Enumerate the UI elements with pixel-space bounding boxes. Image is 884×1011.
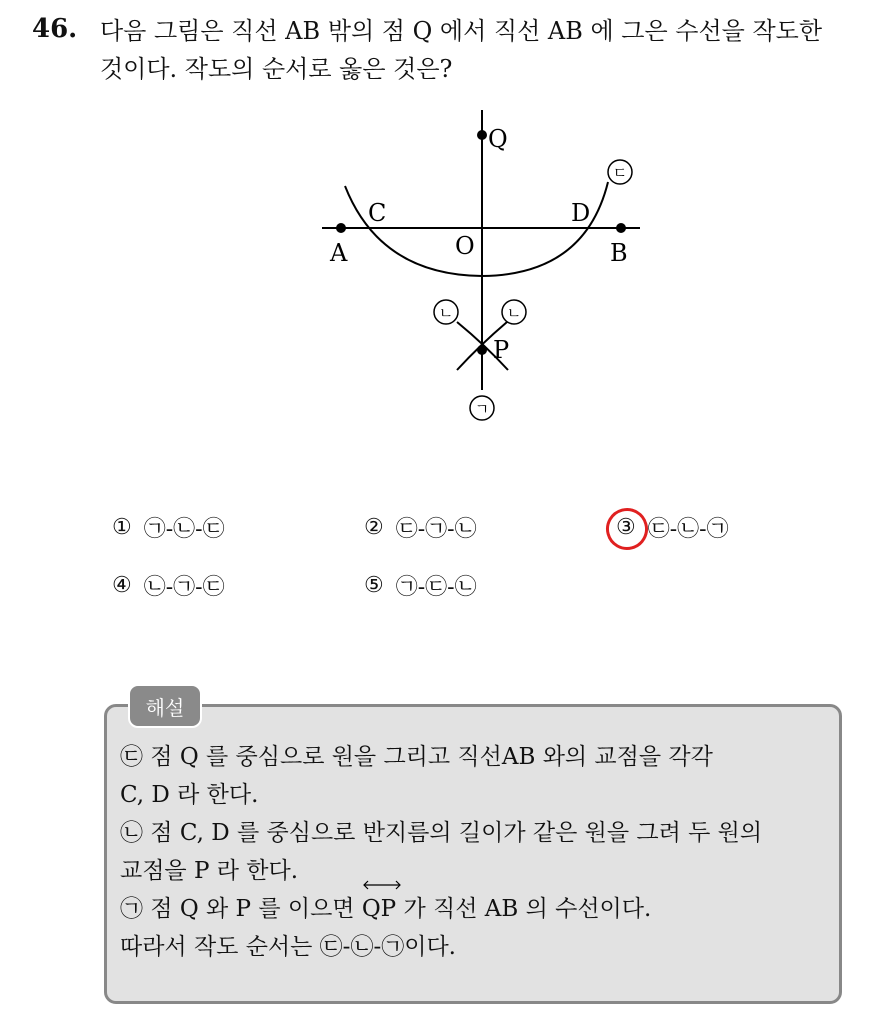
- point-a: [336, 223, 346, 233]
- solution-line-5a: ㉠ 점 Q 와 P 를 이으면: [120, 896, 355, 922]
- choice-2-text: ㉢-㉠-㉡: [395, 517, 477, 542]
- qp-text: QP: [361, 896, 397, 922]
- solution-text: [120, 738, 840, 966]
- solution-line-3: ㉡ 점 C, D 를 중심으로 반지름의 길이가 같은 원을 그려 두 원의: [120, 820, 763, 846]
- question-number: 46.: [32, 14, 78, 44]
- marker-step3: [608, 160, 632, 184]
- svg-text:ㄴ: ㄴ: [506, 304, 522, 322]
- question-line-2: 것이다. 작도의 순서로 옳은 것은?: [100, 55, 453, 83]
- line-qp-notation: [362, 890, 396, 928]
- choice-1-number: ①: [112, 515, 132, 540]
- choice-4-text: ㉡-㉠-㉢: [143, 575, 225, 600]
- solution-line-5c: 가 직선 AB 의 수선이다.: [403, 896, 652, 922]
- label-c: C: [368, 199, 387, 227]
- solution-line-2: C, D 라 한다.: [120, 782, 259, 808]
- choice-5[interactable]: [364, 570, 477, 601]
- label-a: A: [330, 239, 348, 267]
- double-arrow-icon: [362, 880, 402, 890]
- marker-step1: [470, 396, 494, 420]
- label-o: O: [455, 232, 475, 260]
- choice-1[interactable]: [112, 512, 225, 543]
- point-b: [616, 223, 626, 233]
- choice-2[interactable]: [364, 512, 477, 543]
- marker-step2-left: [434, 300, 458, 324]
- marker-step2-right: [502, 300, 526, 324]
- solution-line-5: [120, 890, 840, 928]
- choice-5-text: ㉠-㉢-㉡: [395, 575, 477, 600]
- solution-tab: 해설: [128, 684, 202, 728]
- label-b: B: [610, 239, 628, 267]
- question-line-1: 다음 그림은 직선 AB 밖의 점 Q 에서 직선 AB 에 그은 수선을 작도한: [100, 17, 823, 45]
- svg-text:ㄱ: ㄱ: [474, 400, 490, 418]
- point-q: [477, 130, 487, 140]
- choice-3-number: ③: [616, 515, 636, 540]
- answer-circle-mark: [601, 503, 652, 554]
- choice-4[interactable]: [112, 570, 225, 601]
- label-q: Q: [488, 125, 508, 153]
- choice-5-number: ⑤: [364, 573, 384, 598]
- solution-line-1: ㉢ 점 Q 를 중심으로 원을 그리고 직선AB 와의 교점을 각각: [120, 744, 713, 770]
- construction-figure: [0, 0, 884, 470]
- label-p: P: [493, 336, 510, 364]
- svg-text:ㄴ: ㄴ: [438, 304, 454, 322]
- choice-2-number: ②: [364, 515, 384, 540]
- choice-1-text: ㉠-㉡-㉢: [143, 517, 225, 542]
- choice-3-text: ㉢-㉡-㉠: [647, 517, 729, 542]
- svg-text:ㄷ: ㄷ: [612, 164, 628, 182]
- solution-line-4: 교점을 P 라 한다.: [120, 858, 299, 884]
- label-d: D: [571, 199, 591, 227]
- point-p: [477, 345, 487, 355]
- choice-4-number: ④: [112, 573, 132, 598]
- solution-line-6: 따라서 작도 순서는 ㉢-㉡-㉠이다.: [120, 934, 456, 960]
